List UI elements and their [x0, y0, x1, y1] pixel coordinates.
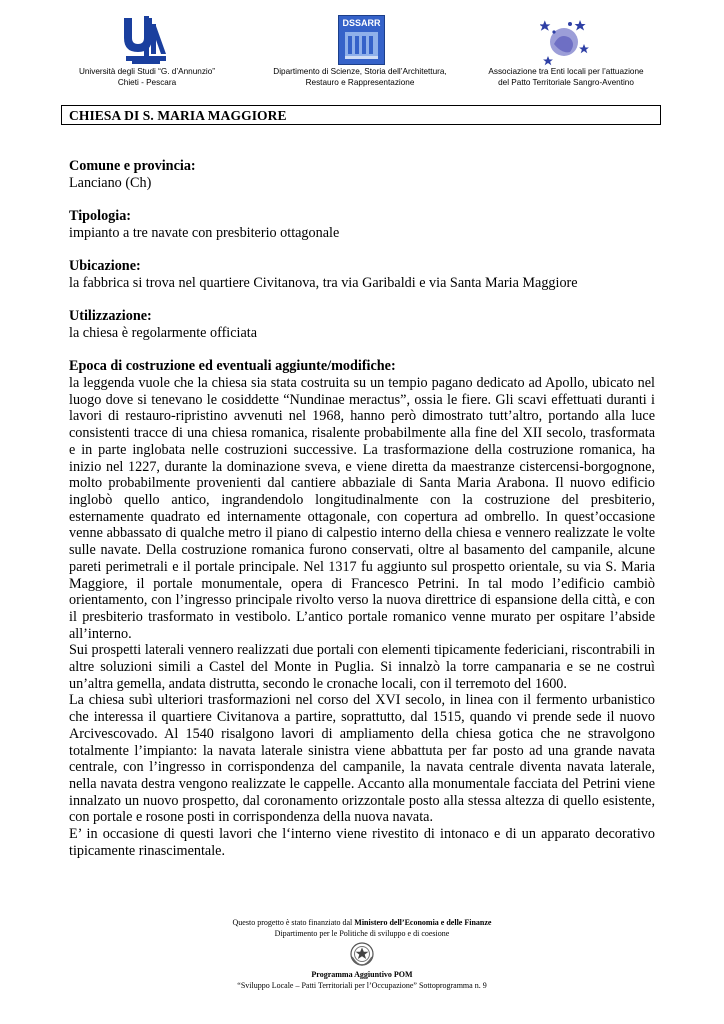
association-caption-line2: del Patto Territoriale Sangro-Aventino [498, 77, 634, 87]
footer-program: Programma Aggiuntivo POM [311, 970, 413, 979]
section-ubicazione [69, 258, 655, 291]
footer-funding-prefix: Questo progetto è stato finanziato dal [232, 918, 355, 927]
section-epoca [69, 358, 655, 859]
dssarr-logo-text: DSSARR [342, 18, 381, 28]
footer-program-detail: “Sviluppo Locale – Patti Territoriali per l’Occupazione” Sottoprogramma n. 9 [237, 980, 487, 990]
italian-republic-emblem-icon [349, 941, 375, 967]
epoca-paragraph: La chiesa subì ulteriori trasformazioni nel corso del XVI secolo, in linea con il fermento urbanistico che interessa il quartiere Civitanova a partire, soprattutto, dal 1515, quando vi prende sede il nuovo Arcivescovado. Al 1540 risalgono lavori di ampliamento della chiesa gotica che ne stravolgono totalmente l’impianto: la navata laterale sinistra viene abbattuta per far posto ad una grande navata centrale, con l’ingresso in corrispondenza del campanile, la navata centrale diventa navata laterale, nella navata destra vengono realizzate le cappelle. Accanto alla monumentale facciata del Petrini viene innalzato un nuovo prospetto, dal coronamento orizzontale posto alla stessa altezza di quello esistente, con portale e rosone posti in corrispondenza della nuova navata. [69, 692, 655, 826]
department-caption [262, 67, 458, 88]
epoca-paragraph: la leggenda vuole che la chiesa sia stata costruita su un tempio pagano dedicato ad Apollo, ubicato nel luogo dove si tenevano le cosiddette “Nundinae meractus”, ossia le fiere. Gli scavi effettuati duranti i lavori di restauro-ripristino avvenuti nel 1968, hanno però dimostrato tutt’altro, portando alla luce consistenti tracce di una chiesa romanica, risalente probabilmente alla fine del XII secolo, trasformata e in parte inglobata nelle costruzioni successive. La trasformazione della costruzione romanica, ha inizio nel 1227, durante la dominazione sveva, e viene diretta da maestranze cistercensi-borgognone, molto probabilmente provenienti dal cantiere abbaziale di Santa Maria Arabona. Il nuovo edificio inglobò quello antico, ingrandendolo longitudinalmente con la costruzione del presbiterio, esternamente quadrato ed internamente ottagonale, con copertura ad ombrello. In quest’occasione venne abbassato di qualche metro il piano di calpestio interno della chiesa e vennero realizzate le volte sulle navate. Della costruzione romanica furono conservati, oltre al basamento del campanile, alcune pareti perimetrali e il portale principale. Nel 1317 fu aggiunto sul prospetto orientale, su via S. Maria Maggiore, il portale monumentale, opera di Francesco Petrini. In tal modo l’edificio cambiò orientamento, con l’ingresso principale rivolto verso la nuova direttrice di espansione della città, e con il presbiterio trasformato in vestibolo. L’antico portale romanico venne murato per ospitare l’abside all’interno. [69, 375, 655, 642]
department-caption-line1: Dipartimento di Scienze, Storia dell’Architettura, [273, 67, 447, 76]
document-body [69, 158, 655, 876]
document-title: CHIESA DI S. MARIA MAGGIORE [69, 108, 287, 123]
association-caption [478, 67, 654, 88]
association-caption-line1: Associazione tra Enti locali per l’attuazione [488, 67, 644, 76]
page-footer [0, 918, 724, 991]
section-value: Lanciano (Ch) [69, 174, 152, 191]
footer-ministry: Ministero dell’Economia e delle Finanze [354, 918, 492, 927]
dssarr-logo [338, 15, 385, 65]
section-title: Comune e provincia: [69, 158, 196, 174]
association-logo [540, 14, 592, 66]
university-logo [118, 14, 174, 66]
section-value: la fabbrica si trova nel quartiere Civitanova, tra via Garibaldi e via Santa Maria Maggiore [69, 274, 578, 291]
epoca-paragraph: E’ in occasione di questi lavori che l‘interno viene rivestito di intonaco e di un apparato decorativo tipicamente rinascimentale. [69, 826, 655, 859]
university-caption [62, 67, 232, 88]
university-caption-line1: Università degli Studi “G. d’Annunzio” [78, 67, 216, 76]
university-caption-line2: Chieti - Pescara [117, 77, 177, 87]
document-title-box [61, 105, 661, 125]
section-title: Utilizzazione: [69, 308, 152, 325]
section-tipologia [69, 208, 655, 241]
department-caption-line2: Restauro e Rappresentazione [305, 77, 415, 87]
section-comune [69, 158, 655, 191]
section-utilizzazione [69, 308, 655, 341]
section-value: impianto a tre navate con presbiterio ottagonale [69, 224, 340, 241]
footer-funding-line [0, 918, 724, 929]
section-title: Tipologia: [69, 208, 132, 225]
footer-department: Dipartimento per le Politiche di sviluppo e di coesione [274, 928, 450, 938]
section-value: la chiesa è regolarmente officiata [69, 324, 258, 341]
section-title: Ubicazione: [69, 258, 141, 275]
epoca-paragraph: Sui prospetti laterali vennero realizzati due portali con elementi tipicamente federiciani, riscontrabili in altre soluzioni simili a Castel del Monte in Puglia. Si innalzò la torre campanaria e se ne costruì un’altra gemella, andata distrutta, secondo le cronache locali, con il terremoto del 1600. [69, 642, 655, 692]
section-title: Epoca di costruzione ed eventuali aggiunte/modifiche: [69, 358, 396, 375]
